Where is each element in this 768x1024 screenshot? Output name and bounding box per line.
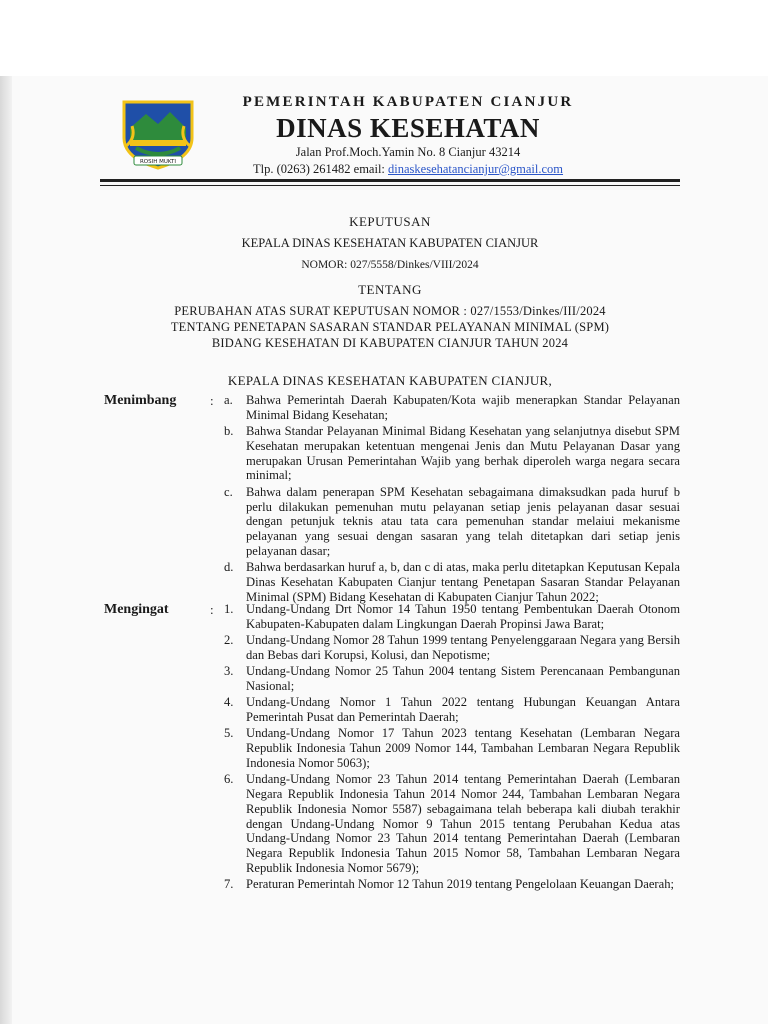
item-marker: 2. [224,633,234,648]
doc-issuer-heading: KEPALA DINAS KESEHATAN KABUPATEN CIANJUR [241,236,539,250]
list-item [224,602,680,632]
subject-line-2: TENTANG PENETAPAN SASARAN STANDAR PELAYANAN MINIMAL (SPM) [170,320,610,334]
doc-number: NOMOR: 027/5558/Dinkes/VIII/2024 [301,259,479,271]
section-colon: : [210,602,214,617]
section-colon: : [210,393,214,408]
list-item [224,695,680,725]
letterhead [218,92,598,178]
item-marker: a. [224,393,233,407]
list-item [224,424,680,483]
legal-basis-list [224,602,680,894]
department-name: DINAS KESEHATAN [276,113,540,143]
list-item [224,664,680,694]
list-item [224,726,680,770]
list-item [224,393,680,423]
item-marker: 7. [224,877,234,892]
item-text: Peraturan Pemerintah Nomor 12 Tahun 2019 tentang Pengelolaan Keuangan Daerah; [246,877,674,892]
item-marker: 3. [224,664,234,679]
item-marker: c. [224,484,233,499]
item-text: Undang-Undang Nomor 17 Tahun 2023 tentang Kesehatan (Lembaran Negara Republik Indonesia Tahun 2009 Nomor 144, Tambahan Lembaran Negara Republik Indonesia Nomor 5063); [246,726,680,770]
section-label: Mengingat [104,602,169,617]
office-address: Jalan Prof.Moch.Yamin No. 8 Cianjur 43214 [295,145,521,159]
letterhead-rule-thin [100,185,680,186]
item-text: Undang-Undang Nomor 28 Tahun 1999 tentang Penyelenggaraan Negara yang Bersih dan Bebas dari Korupsi, Kolusi, dan Nepotisme; [246,633,680,662]
item-marker: 1. [224,602,234,616]
cianjur-crest-logo [118,98,198,170]
item-text: Bahwa berdasarkan huruf a, b, dan c di atas, maka perlu ditetapkan Keputusan Kepala Dinas Kesehatan Kabupaten Cianjur tentang Penetapan Sasaran Standar Pelayanan Minimal (SPM) Bidang Kesehatan di Kabupaten Cianjur Tahun 2022; [246,560,680,604]
item-marker: 6. [224,772,234,787]
subject-line-3: BIDANG KESEHATAN DI KABUPATEN CIANJUR TAHUN 2024 [211,336,569,350]
doc-issuer: KEPALA DINAS KESEHATAN KABUPATEN CIANJUR, [227,373,553,388]
government-name: PEMERINTAH KABUPATEN CIANJUR [242,94,574,110]
item-text: Undang-Undang Drt Nomor 14 Tahun 1950 tentang Pembentukan Daerah Otonom Kabupaten-Kabupaten dalam Lingkungan Daerah Propinsi Jawa Barat; [246,602,680,631]
logo-motto: ROSIH MUKTI [139,159,177,165]
email-link[interactable]: dinaskesehatancianjur@gmail.com [388,162,564,176]
phone-text: Tlp. (0263) 261482 email: [252,162,389,176]
doc-type: KEPUTUSAN [349,214,431,229]
item-text: Undang-Undang Nomor 1 Tahun 2022 tentang Hubungan Keuangan Antara Pemerintah Pusat dan Pemerintah Daerah; [246,695,680,725]
item-text: Bahwa Pemerintah Daerah Kabupaten/Kota wajib menerapkan Standar Pelayanan Minimal Bidang Kesehatan; [246,393,680,422]
subject-line-1: PERUBAHAN ATAS SURAT KEPUTUSAN NOMOR : 027/1553/Dinkes/III/2024 [174,304,606,318]
office-contact [218,161,598,178]
item-marker: 4. [224,695,234,710]
item-text: Bahwa dalam penerapan SPM Kesehatan sebagaimana dimaksudkan pada huruf b perlu dilakukan pemenuhan mutu pelayanan setiap jenis pelayanan dasar sesuai dengan petunjuk teknis atau tata cara pemenuhan standar melaiui mekanisme pelayanan yang sesuai dengan sasaran yang telah ditetapkan dari setiap jenis pelayanan dasar; [246,484,680,558]
list-item [224,877,680,892]
doc-tentang: TENTANG [358,282,422,297]
item-text: Bahwa Standar Pelayanan Minimal Bidang Kesehatan yang selanjutnya disebut SPM Kesehatan merupakan ketentuan mengenai Jenis dan Mutu Pelayanan Dasar yang merupakan Urusan Pemerintahan Wajib yang berhak diperoleh warga negara secara minimal; [246,424,680,483]
section-label: Menimbang [104,393,177,408]
item-text: Undang-Undang Nomor 23 Tahun 2014 tentang Pemerintahan Daerah (Lembaran Negara Republik Indonesia Tahun 2014 Nomor 244, Tambahan Lembaran Negara Republik Indonesia Nomor 5587) sebagaimana telah beberapa kali diubah terakhir dengan Undang-Undang Nomor 9 Tahun 2015 tentang Perubahan Kedua atas Undang-Undang Nomor 23 Tahun 2014 tentang Pemerintahan Daerah (Lembaran Negara Republik Indonesia Tahun 2015 Nomor 58, Tambahan Lembaran Negara Republik Indonesia Nomor 5679); [246,772,680,876]
considerations-list [224,393,680,606]
list-item [224,633,680,663]
item-marker: b. [224,424,234,439]
list-item [224,560,680,604]
doc-subject [100,303,680,351]
letterhead-rule-thick [100,179,680,182]
item-text: Undang-Undang Nomor 25 Tahun 2004 tentang Sistem Perencanaan Pembangunan Nasional; [246,664,680,693]
list-item [224,485,680,559]
scan-edge [0,76,12,1024]
item-marker: d. [224,560,234,575]
item-marker: 5. [224,726,234,741]
list-item [224,772,680,876]
